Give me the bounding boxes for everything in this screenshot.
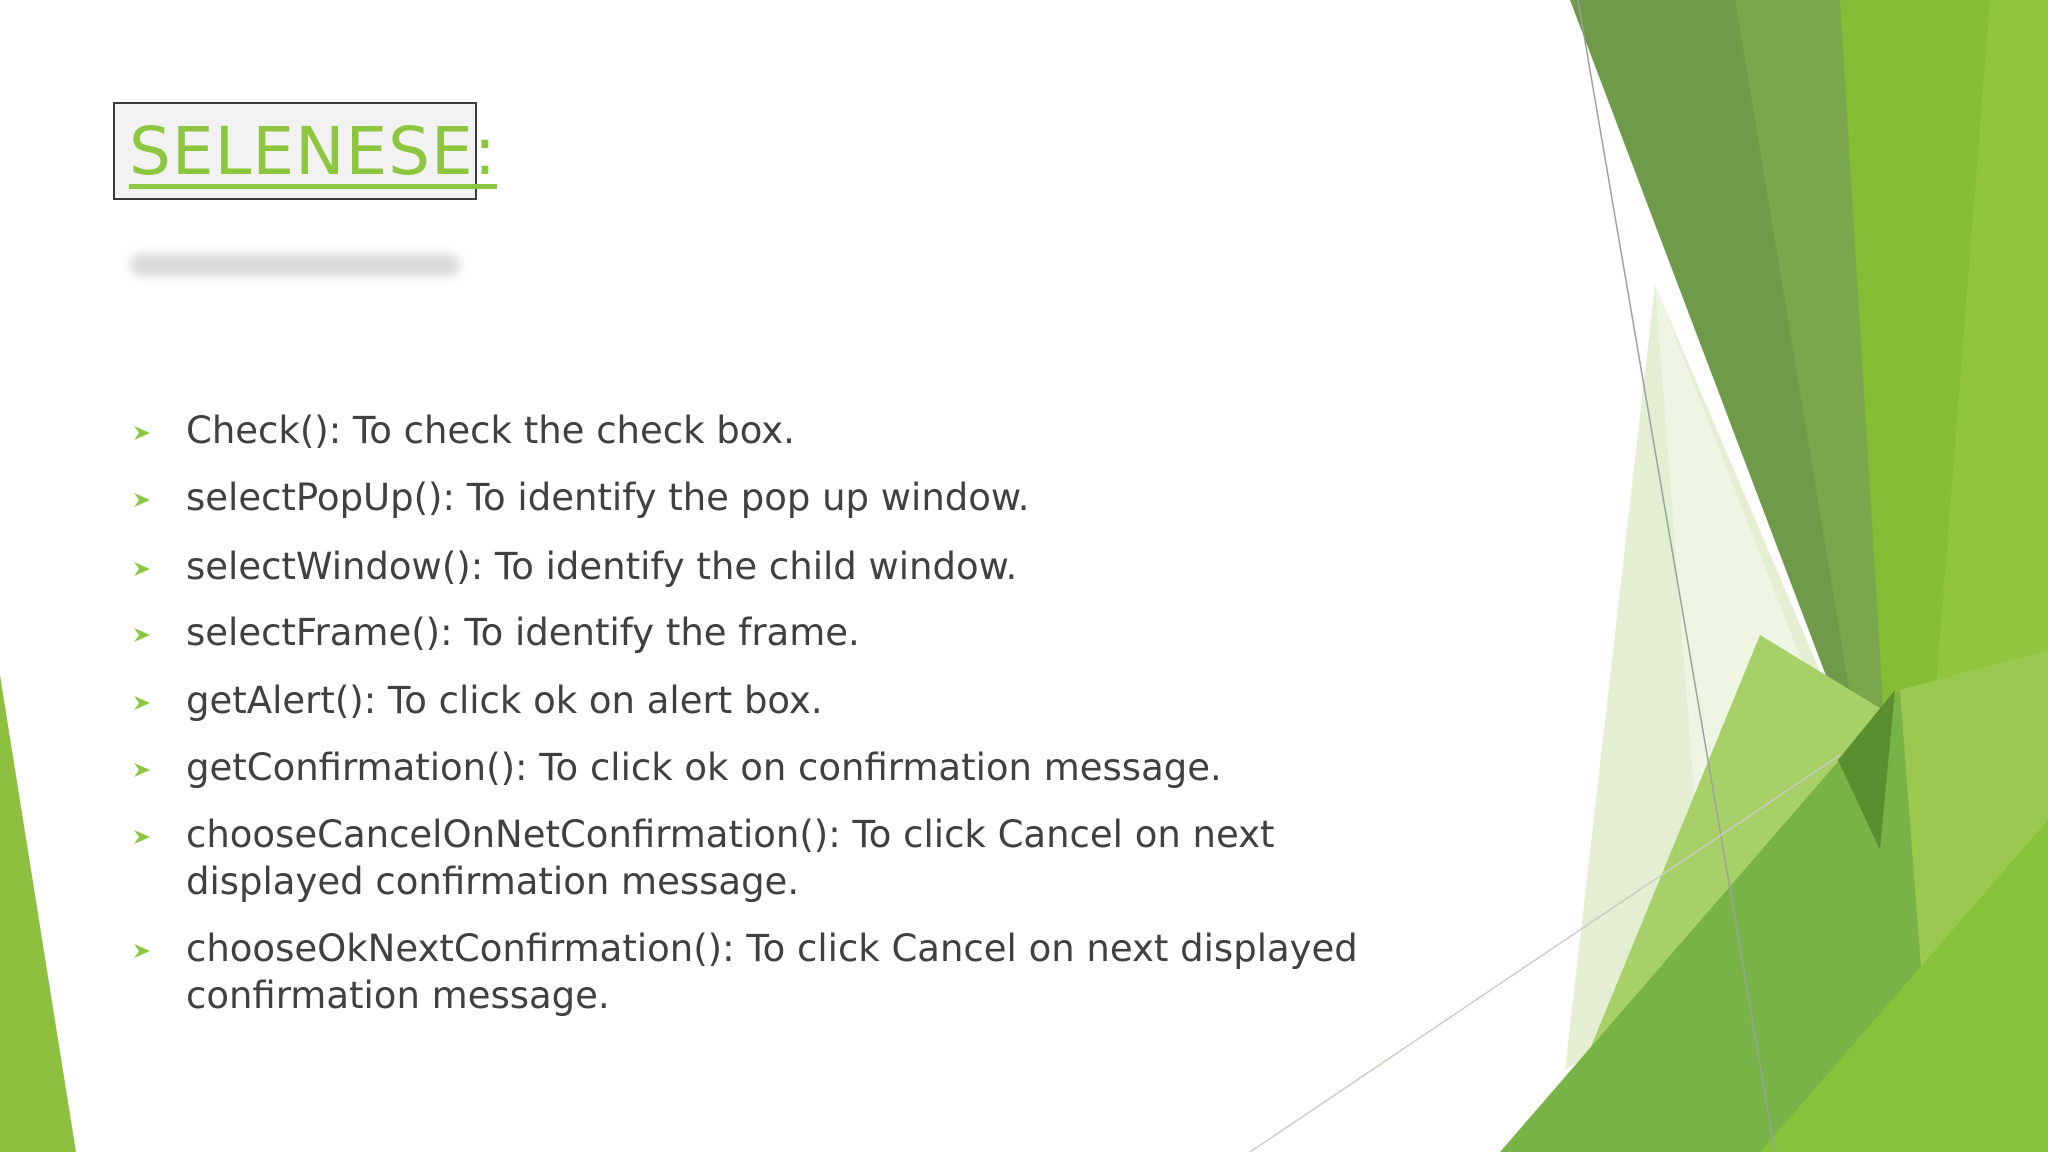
arrowhead-bullet-icon xyxy=(132,490,152,510)
bullet-text: Check(): To check the check box. xyxy=(186,409,795,452)
bullet-text: chooseOkNextConfirmation(): To click Cancel on next displayed confirmation message. xyxy=(186,927,1358,1017)
bullet-text: chooseCancelOnNetConfirmation(): To click Cancel on next displayed confirmation message. xyxy=(186,813,1275,903)
arrowhead-bullet-icon xyxy=(132,693,152,713)
arrowhead-bullet-icon xyxy=(132,625,152,645)
bullet-text: getConfirmation(): To click ok on confirmation message. xyxy=(186,746,1222,789)
arrowhead-bullet-icon xyxy=(132,423,152,443)
arrowhead-bullet-icon xyxy=(132,559,152,579)
bullet-text: getAlert(): To click ok on alert box. xyxy=(186,679,823,722)
bullet-text: selectPopUp(): To identify the pop up window. xyxy=(186,476,1030,519)
arrowhead-bullet-icon xyxy=(132,941,152,961)
arrowhead-bullet-icon xyxy=(132,827,152,847)
arrowhead-bullet-icon xyxy=(132,760,152,780)
slide-title: SELENESE: xyxy=(129,113,497,190)
bullet-text: selectWindow(): To identify the child window. xyxy=(186,545,1018,588)
bullet-text: selectFrame(): To identify the frame. xyxy=(186,611,860,654)
